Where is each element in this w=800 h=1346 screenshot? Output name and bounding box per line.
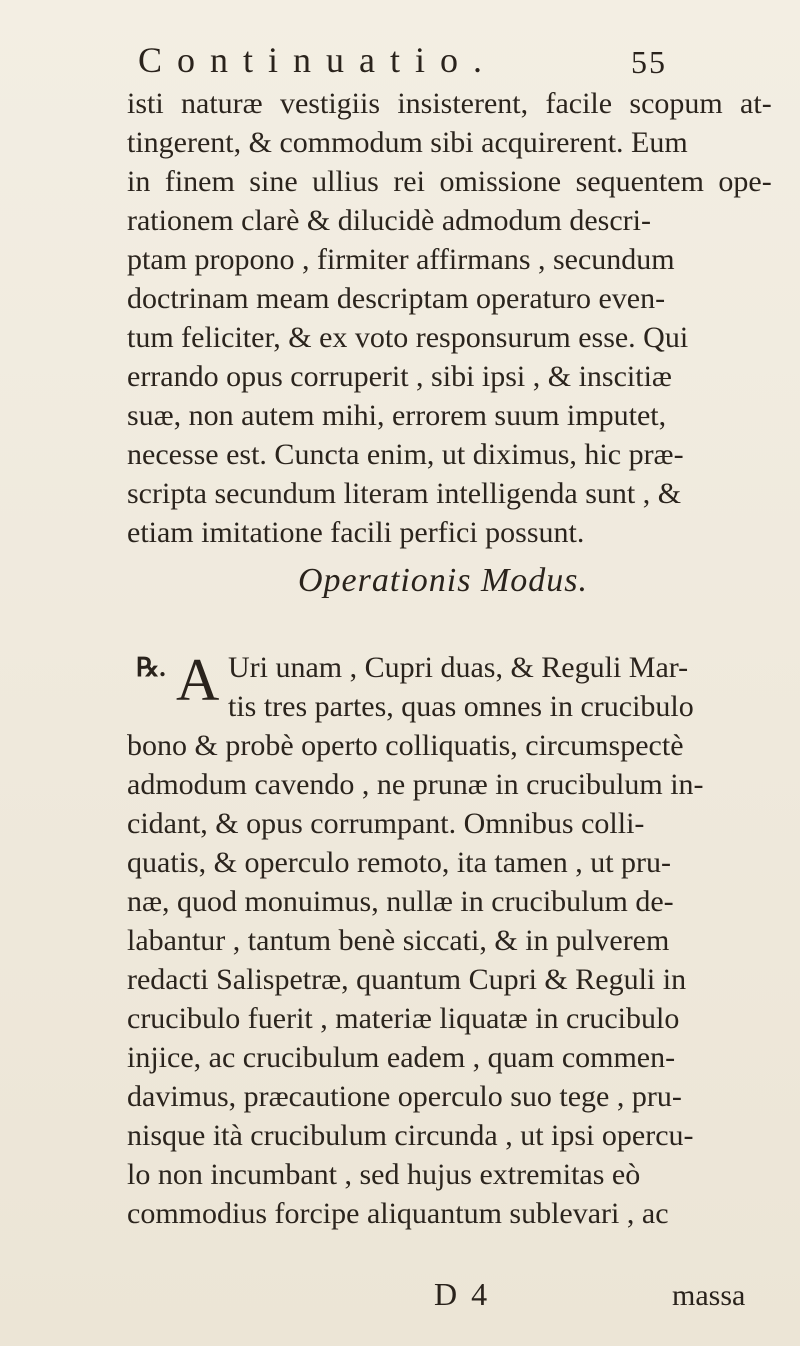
text-line: admodum cavendo , ne prunæ in crucibulum in- xyxy=(127,768,704,801)
text-line: suæ, non autem mihi, errorem suum imputet, xyxy=(127,399,667,432)
text-line: commodius forcipe aliquantum sublevari , ac xyxy=(127,1197,669,1230)
text-line: doctrinam meam descriptam operaturo even- xyxy=(127,282,666,315)
text-line: etiam imitatione facili perfici possunt. xyxy=(127,516,585,549)
text-line: injice, ac crucibulum eadem , quam commen- xyxy=(127,1041,676,1074)
text-line: davimus, præcautione operculo suo tege , pru- xyxy=(127,1080,682,1113)
text-line: tis tres partes, quas omnes in crucibulo xyxy=(228,690,694,723)
text-line: necesse est. Cuncta enim, ut diximus, hic præ- xyxy=(127,438,684,471)
text-line: tingerent, & commodum sibi acquirerent. Eum xyxy=(127,126,688,159)
recipe-symbol: ℞. xyxy=(136,653,166,682)
text-line: ptam propono , firmiter affirmans , secundum xyxy=(127,243,675,276)
text-line: rationem clarè & dilucidè admodum descri- xyxy=(127,204,651,237)
text-line: in finem sine ullius rei omissione sequentem ope- xyxy=(127,165,772,198)
text-line: quatis, & operculo remoto, ita tamen , ut pru- xyxy=(127,846,672,879)
text-line: nisque ità crucibulum circunda , ut ipsi opercu- xyxy=(127,1119,694,1152)
text-line: Uri unam , Cupri duas, & Reguli Mar- xyxy=(228,651,689,684)
signature-mark: D 4 xyxy=(434,1276,491,1312)
catchword: massa xyxy=(672,1279,746,1312)
text-line: scripta secundum literam intelligenda sunt , & xyxy=(127,477,682,510)
text-line: redacti Salispetræ, quantum Cupri & Reguli in xyxy=(127,963,687,996)
running-title: Continuatio. xyxy=(138,40,497,80)
text-line: tum feliciter, & ex voto responsurum esse. Qui xyxy=(127,321,689,354)
drop-cap-initial: A xyxy=(176,647,220,713)
text-line: næ, quod monuimus, nullæ in crucibulum de- xyxy=(127,885,674,918)
text-line: bono & probè operto colliquatis, circumspectè xyxy=(127,729,684,762)
text-line: isti naturæ vestigiis insisterent, facile scopum at- xyxy=(127,87,772,120)
text-line: errando opus corruperit , sibi ipsi , & inscitiæ xyxy=(127,360,672,393)
page-number: 55 xyxy=(631,44,667,80)
section-heading: Operationis Modus. xyxy=(298,562,588,599)
text-line: labantur , tantum benè siccati, & in pulverem xyxy=(127,924,670,957)
text-line: cidant, & opus corrumpant. Omnibus colli- xyxy=(127,807,645,840)
text-line: crucibulo fuerit , materiæ liquatæ in crucibulo xyxy=(127,1002,680,1035)
text-line: lo non incumbant , sed hujus extremitas eò xyxy=(127,1158,641,1191)
